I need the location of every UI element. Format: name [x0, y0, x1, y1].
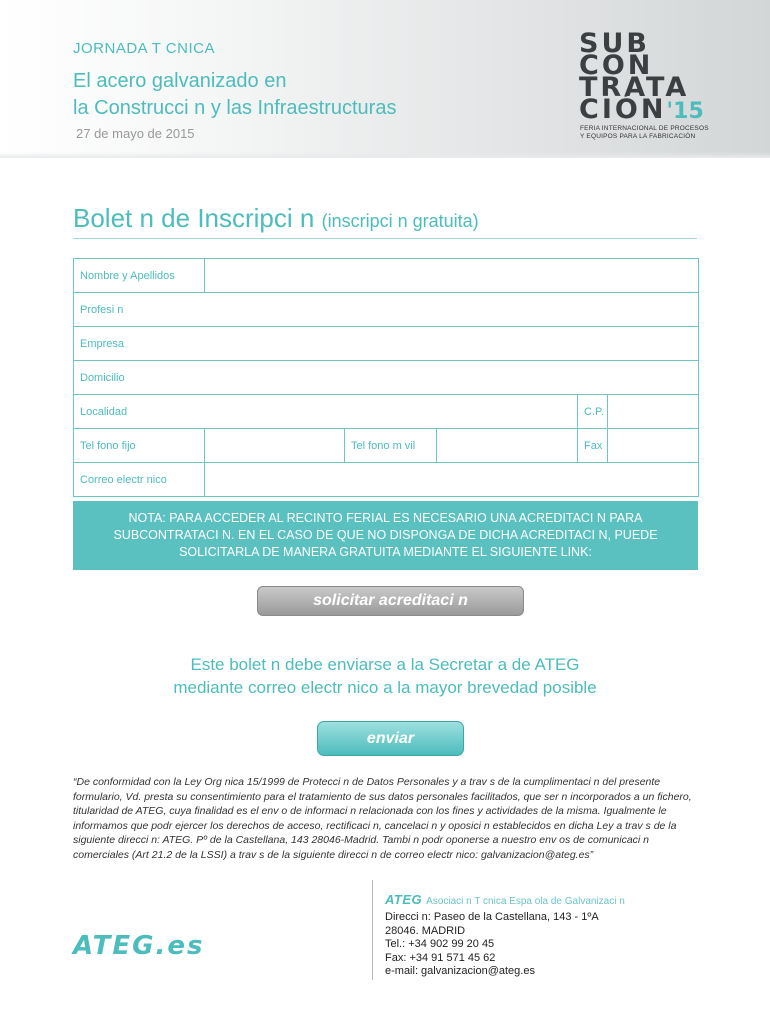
- send-button[interactable]: [317, 721, 464, 756]
- notice-line1: NOTA: PARA ACCEDER AL RECINTO FERIAL ES NECESARIO UNA ACREDITACI N PARA: [128, 511, 643, 525]
- notice-line3: SOLICITARLA DE MANERA GRATUITA MEDIANTE EL SIGUIENTE LINK:: [179, 545, 592, 559]
- profesion-label: Profesi n: [80, 303, 124, 316]
- contact-info: [385, 911, 599, 979]
- form-row-localidad: [74, 395, 699, 429]
- logo-line4: [579, 94, 704, 125]
- request-accreditation-label: solicitar acreditaci n: [313, 592, 468, 609]
- contact-fax: Fax: +34 91 571 45 62: [385, 951, 496, 964]
- request-accreditation-button[interactable]: [257, 586, 524, 616]
- form-row-correo: [74, 463, 699, 497]
- instructions-line1: Este bolet n debe enviarse a la Secretar a de ATEG: [190, 655, 580, 674]
- form-row-profesion: [74, 293, 699, 327]
- form-row-telefonos: [74, 429, 699, 463]
- nombre-label: Nombre y Apellidos: [74, 259, 205, 293]
- notice-line2: SUBCONTRATACI N. EN EL CASO DE QUE NO DISPONGA DE DICHA ACREDITACI N, PUEDE: [113, 528, 658, 542]
- logo-tagline-1: FERIA INTERNACIONAL DE PROCESOS: [580, 125, 709, 132]
- logo-tagline: [580, 125, 709, 141]
- send-button-label: enviar: [366, 729, 415, 747]
- event-title-line2: la Construcci n y las Infraestructuras: [73, 97, 397, 119]
- event-title-line1: El acero galvanizado en: [73, 70, 287, 92]
- cp-field[interactable]: [608, 395, 699, 429]
- form-heading-title: Bolet n de Inscripci n: [73, 203, 315, 233]
- privacy-notice: “De conformidad con la Ley Org nica 15/1999 de Protecci n de Datos Personales y a trav s de la cumplimentaci n del presente formulario, Vd. presta su consentimiento para el tratamiento de sus datos personales facilitados, que ser n incorporados a un fichero, titularidad de ATEG, cuya finalidad es el env o de informaci n relacionada con los fines y actividades de la misma. Igualmente le informamos que podr ejercer los derechos de acceso, rectificaci n, cancelaci n y oposici n establecidos en dicha Ley a trav s de la siguiente direcci n: ATEG. Pº de la Castellana, 143 28046-Madrid. Tambi n podr oponerse a nuestro env os de comunicaci n comerciales (Art 21.2 de la LSSI) a trav s de la siguiente direcci n de correo electr nico: galvanizacion@ateg.es”: [73, 776, 692, 861]
- domicilio-field[interactable]: [74, 361, 699, 395]
- form-row-nombre: [74, 259, 699, 293]
- subcontratacion-logo: [579, 28, 704, 125]
- instructions-line2: mediante correo electr nico a la mayor brevedad posible: [173, 678, 597, 697]
- contact-email[interactable]: e-mail: galvanizacion@ateg.es: [385, 965, 535, 977]
- telefono-fijo-field[interactable]: [205, 429, 345, 463]
- cp-label: C.P.: [578, 395, 608, 429]
- footer-divider: [372, 880, 373, 980]
- logo-year: '15: [666, 99, 704, 124]
- event-kicker: JORNADA T CNICA: [73, 40, 215, 57]
- empresa-label: Empresa: [80, 337, 125, 350]
- ateg-logo: ATEG.es: [73, 931, 205, 961]
- logo-line3: TRATA: [579, 72, 690, 103]
- logo-line4-text: CIÓN: [579, 94, 667, 125]
- ateg-name: Asociaci n T cnica Espa ola de Galvanizaci n: [426, 896, 625, 907]
- contact-address: Direcci n: Paseo de la Castellana, 143 - 1ºA: [385, 911, 599, 923]
- ateg-brand: ATEG: [385, 892, 423, 907]
- accreditation-notice: [73, 501, 698, 570]
- localidad-label: Localidad: [80, 405, 128, 418]
- form-heading: [73, 203, 479, 234]
- contact-phone: Tel.: +34 902 99 20 45: [385, 938, 495, 950]
- logo-line2: CON: [579, 50, 654, 81]
- heading-rule: [73, 238, 697, 239]
- telefono-fijo-label: Tel fono fijo: [74, 429, 205, 463]
- event-title: [73, 68, 493, 122]
- form-heading-note: (inscripci n gratuita): [321, 211, 479, 231]
- submit-instructions: [120, 653, 650, 699]
- form-row-empresa: [74, 327, 699, 361]
- contact-city: 28046. MADRID: [385, 924, 466, 937]
- event-date: 27 de mayo de 2015: [76, 126, 195, 141]
- form-row-domicilio: [74, 361, 699, 395]
- localidad-field[interactable]: [74, 395, 578, 429]
- telefono-movil-field[interactable]: [437, 429, 578, 463]
- fax-label: Fax: [578, 429, 608, 463]
- logo-line1: SUB: [579, 28, 650, 59]
- registration-form: [73, 258, 699, 497]
- nombre-field[interactable]: [205, 259, 699, 293]
- telefono-movil-label: Tel fono m vil: [345, 429, 437, 463]
- empresa-field[interactable]: [74, 327, 699, 361]
- correo-label: Correo electr nico: [74, 463, 205, 497]
- ateg-heading: [385, 892, 625, 907]
- correo-field[interactable]: [205, 463, 699, 497]
- logo-tagline-2: Y EQUIPOS PARA LA FABRICACIÓN: [580, 133, 696, 140]
- domicilio-label: Domicilio: [80, 371, 125, 384]
- fax-field[interactable]: [608, 429, 699, 463]
- profesion-field[interactable]: [74, 293, 699, 327]
